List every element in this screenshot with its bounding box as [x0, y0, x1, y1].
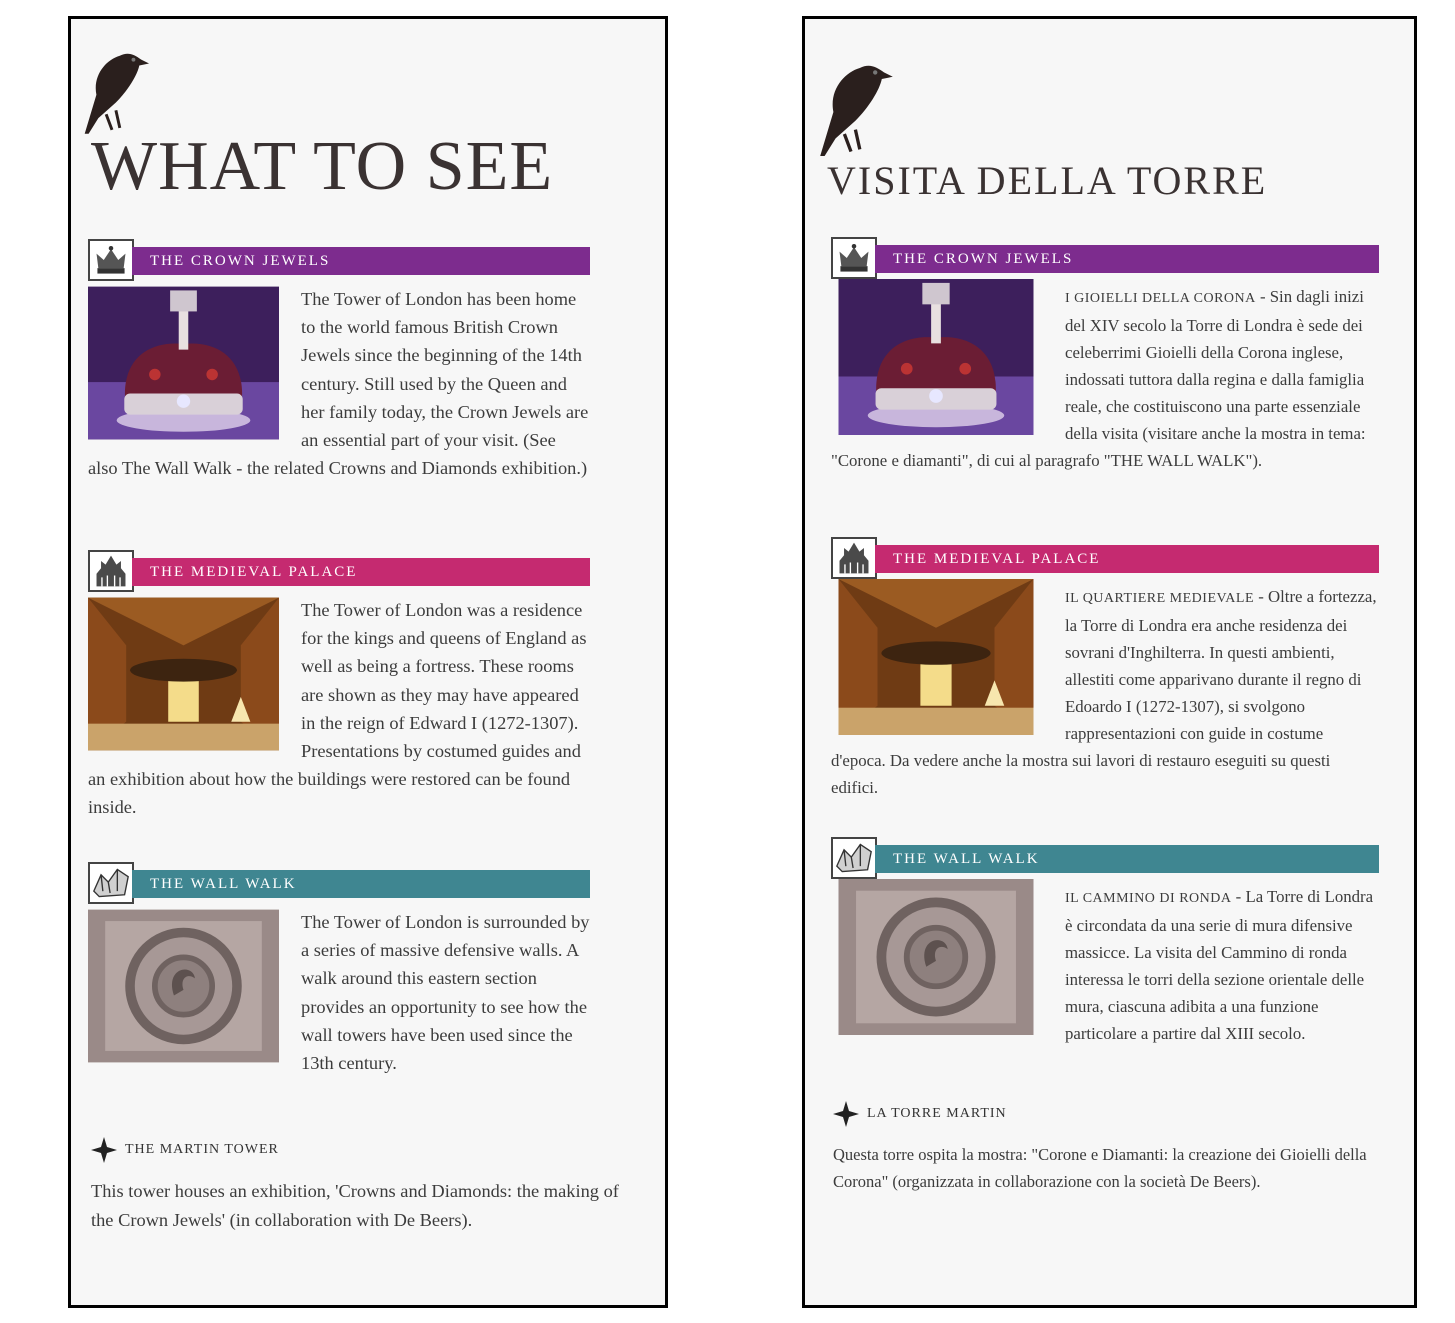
- section-heading: THE CROWN JEWELS: [875, 245, 1379, 273]
- crown-emblem-icon: [831, 237, 877, 279]
- section-medieval-palace: [831, 537, 1379, 801]
- wall-walk-photo: [88, 904, 279, 1068]
- section-wall-walk: [831, 837, 1379, 1047]
- section-crown-jewels: [88, 239, 590, 482]
- raven-icon: [73, 35, 151, 135]
- wall-walk-photo: [831, 879, 1041, 1035]
- martin-tower: [91, 1137, 631, 1234]
- section-body: The Tower of London is surrounded by a series of massive defensive walls. A walk around this eastern section provides an opportunity to see how the wall towers have been used since the 13th century.: [301, 912, 590, 1074]
- palace-emblem-icon: [88, 550, 134, 592]
- martin-body: This tower houses an exhibition, 'Crowns and Diamonds: the making of the Crown Jewels' (in collaboration with De Beers).: [91, 1181, 619, 1230]
- section-heading: THE MEDIEVAL PALACE: [875, 545, 1379, 573]
- section-heading: THE WALL WALK: [875, 845, 1379, 873]
- crown-jewels-photo: [831, 279, 1041, 435]
- martin-heading: THE MARTIN TOWER: [125, 1142, 279, 1157]
- crown-emblem-icon: [88, 239, 134, 281]
- section-lead: IL QUARTIERE MEDIEVALE: [1065, 591, 1255, 606]
- section-body: The Tower of London was a residence for the kings and queens of England as well as being a fortress. These rooms are shown as they may have appeared in the reign of Edward I (1272-1307). Presentations by costumed guides and an exhibition about how the buildings were restored can be found inside.: [88, 600, 587, 818]
- section-heading: THE MEDIEVAL PALACE: [132, 558, 590, 586]
- medieval-palace-photo: [88, 592, 279, 756]
- palace-emblem-icon: [831, 537, 877, 579]
- diamond-star-icon: [91, 1137, 117, 1163]
- section-body-text: - Sin dagli inizi del XIV secolo la Torre di Londra è sede dei celeberrimi Gioielli della Corona inglese, indossati tuttora dalla regina e dalla famiglia reale, che costituiscono una parte essenziale della visita (visitare anche la mostra in tema: "Corone e diamanti", di cui al paragrafo "THE WALL WALK").: [831, 287, 1366, 470]
- martin-tower: [833, 1101, 1393, 1195]
- section-lead: IL CAMMINO DI RONDA: [1065, 891, 1232, 906]
- section-body: The Tower of London has been home to the world famous British Crown Jewels since the beginning of the 14th century. Still used by the Queen and her family today, the Crown Jewels are an essential part of your visit. (See also The Wall Walk - the related Crowns and Diamonds exhibition.): [88, 289, 589, 479]
- martin-heading: LA TORRE MARTIN: [867, 1106, 1007, 1121]
- diamond-star-icon: [833, 1101, 859, 1127]
- wall-emblem-icon: [88, 862, 134, 904]
- medieval-palace-photo: [831, 579, 1041, 735]
- wall-emblem-icon: [831, 837, 877, 879]
- section-heading: THE CROWN JEWELS: [132, 247, 590, 275]
- italian-panel: [802, 16, 1417, 1308]
- section-lead: I GIOIELLI DELLA CORONA: [1065, 291, 1256, 306]
- page-title: VISITA DELLA TORRE: [827, 158, 1268, 203]
- english-panel: [68, 16, 668, 1308]
- section-crown-jewels: [831, 237, 1379, 474]
- raven-icon: [807, 41, 895, 161]
- crown-jewels-photo: [88, 281, 279, 445]
- section-medieval-palace: [88, 550, 590, 822]
- martin-body: Questa torre ospita la mostra: "Corone e Diamanti: la creazione dei Gioielli della Corona" (organizzata in collaborazione con la società De Beers).: [833, 1145, 1367, 1191]
- section-heading: THE WALL WALK: [132, 870, 590, 898]
- section-body-text: - Oltre a fortezza, la Torre di Londra era anche residenza dei sovrani d'Inghilterra. In questi ambienti, allestiti come apparivano durante il regno di Edoardo I (1272-1307), si svolgono rappresentazioni con guide in costume d'epoca. Da vedere anche la mostra sui lavori di restauro eseguiti su questi edifici.: [831, 587, 1377, 797]
- section-body-text: - La Torre di Londra è circondata da una serie di mura difensive massicce. La visita del Cammino di ronda interessa le torri della sezione orientale delle mura, ciascuna adibita a una funzione particolare a partire dal XIII secolo.: [1065, 887, 1374, 1043]
- section-wall-walk: [88, 862, 590, 1077]
- page-title: WHAT TO SEE: [91, 128, 554, 205]
